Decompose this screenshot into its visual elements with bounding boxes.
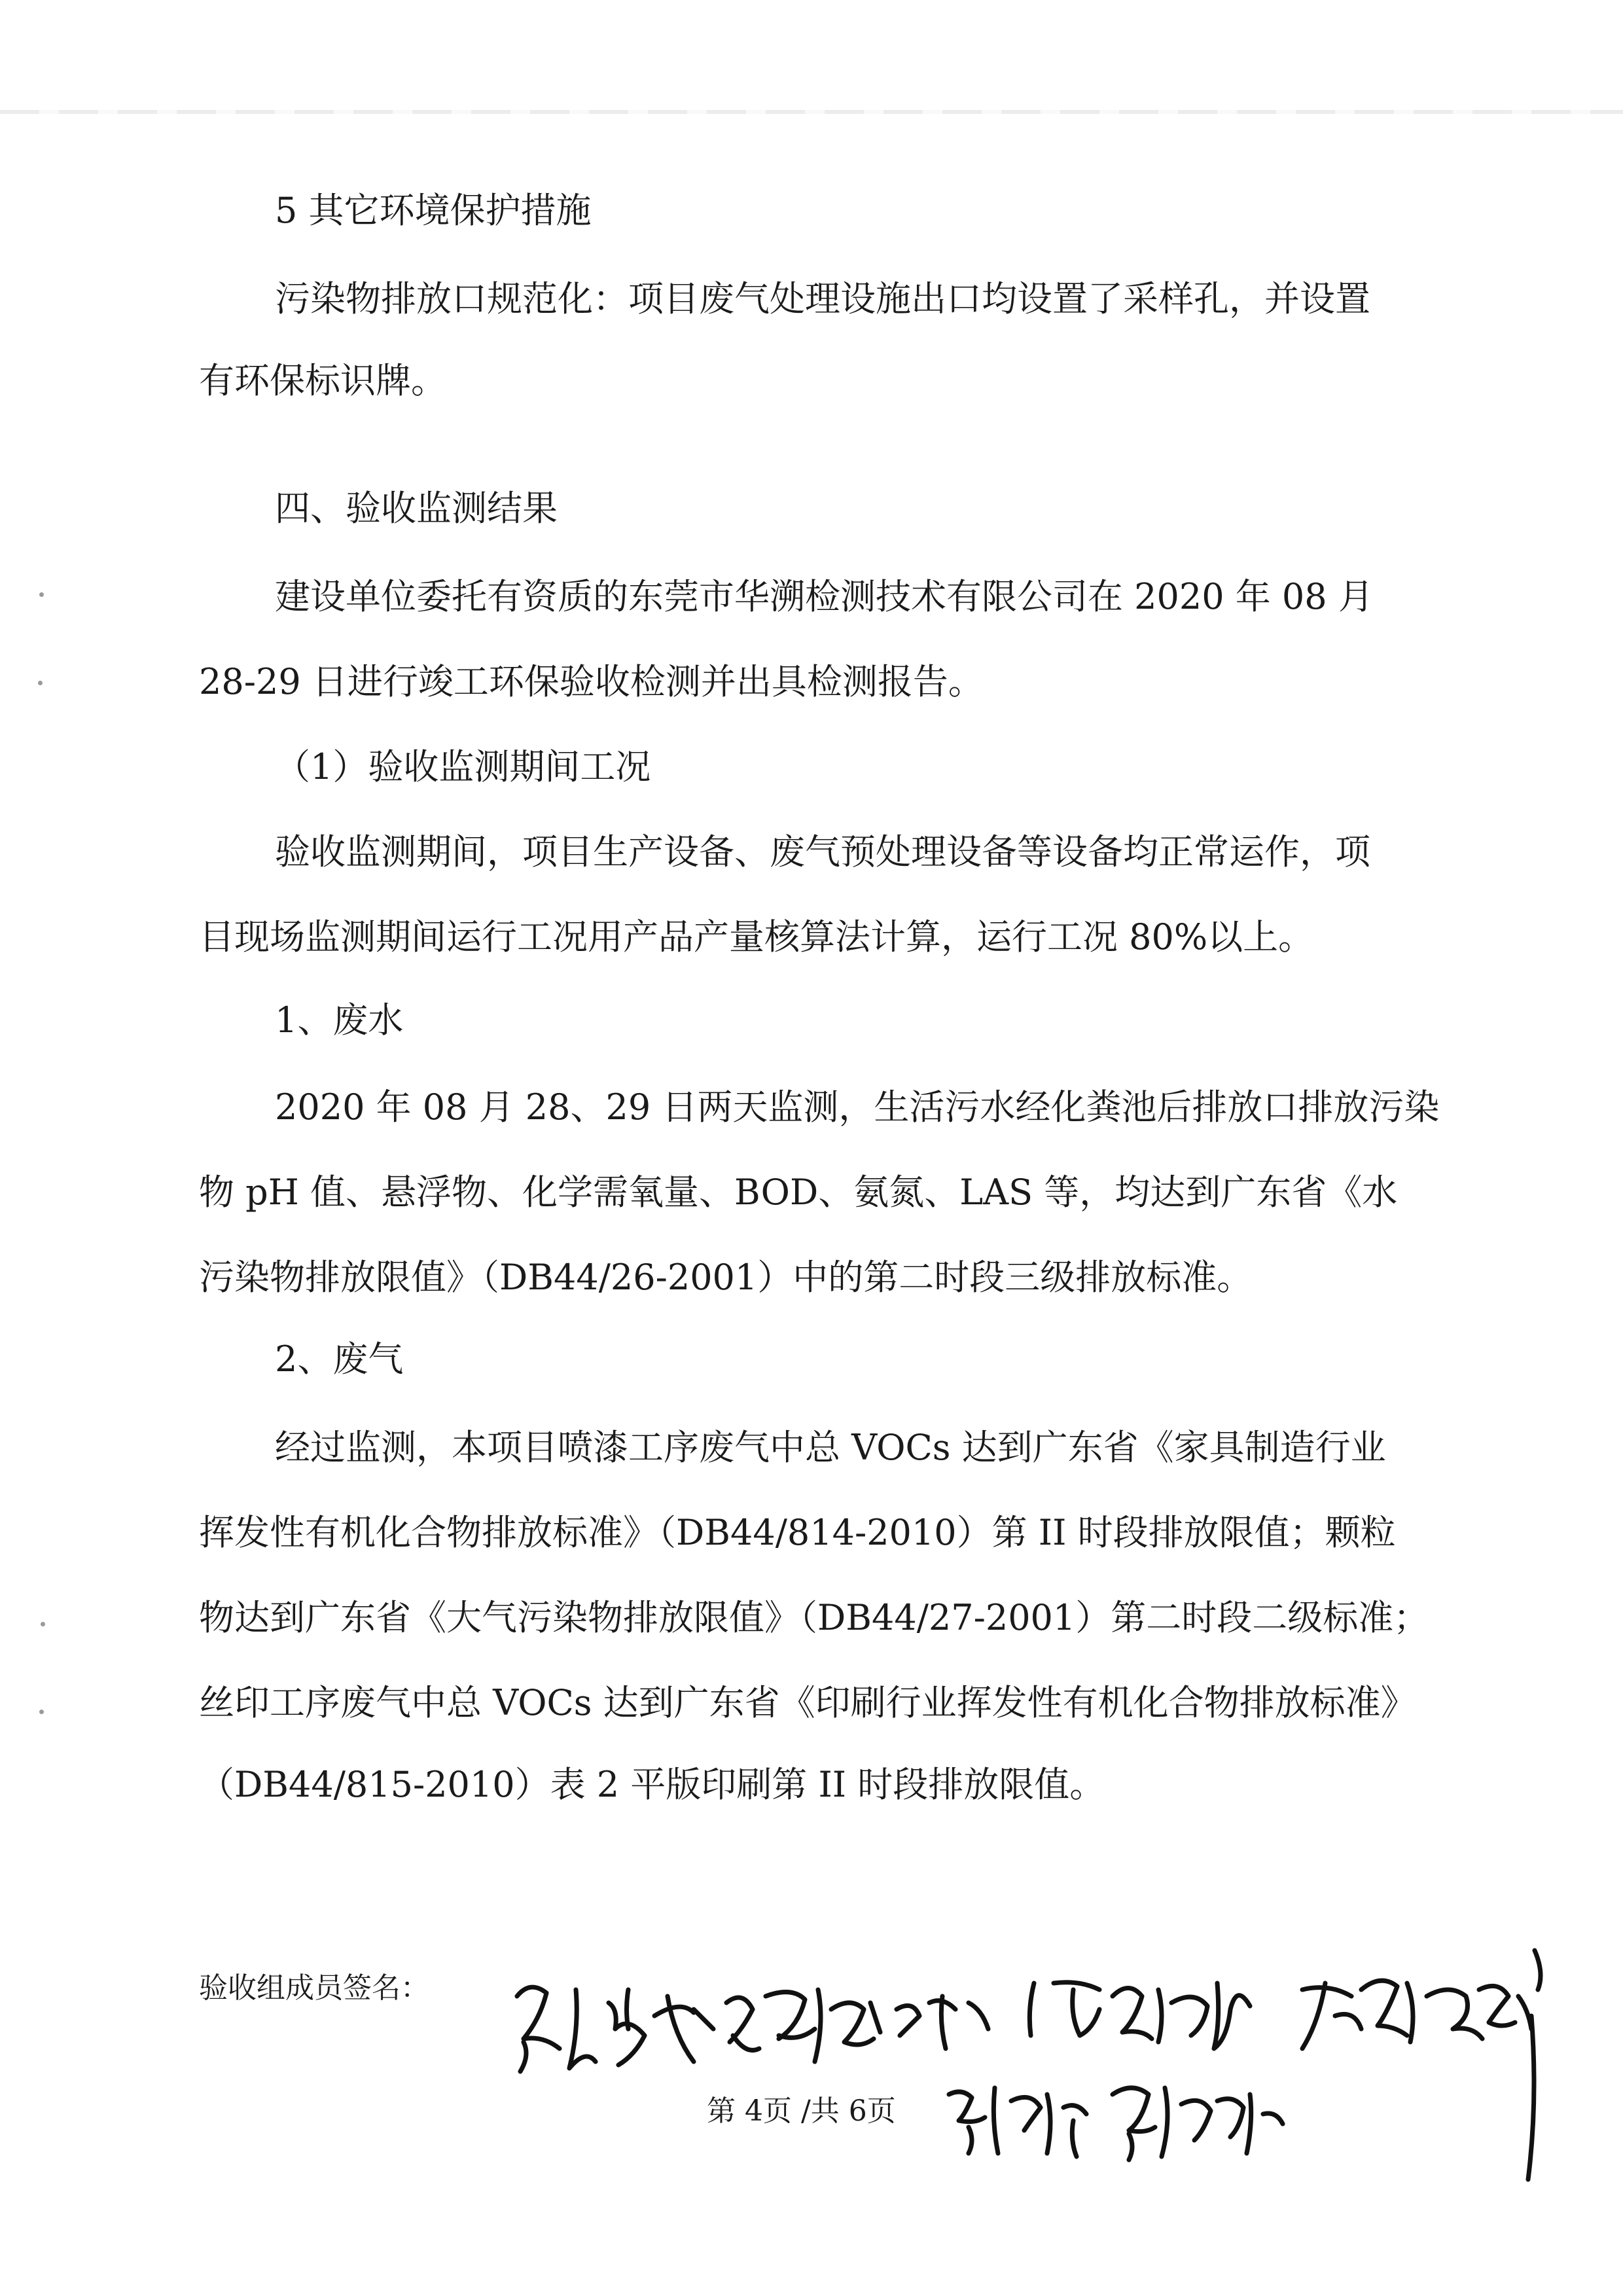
subheading-wastewater: 1、废水 <box>275 999 404 1041</box>
signature-3 <box>1029 1982 1250 2049</box>
paragraph-line: 建设单位委托有资质的东莞市华溯检测技术有限公司在 2020 年 08 月 <box>275 576 1374 617</box>
paragraph-line: 挥发性有机化合物排放标准》（DB44/814-2010）第 II 时段排放限值；颗粒 <box>199 1512 1396 1553</box>
paragraph-line: 目现场监测期间运行工况用产品产量核算法计算，运行工况 80%以上。 <box>199 916 1314 958</box>
scan-speck <box>41 1622 45 1626</box>
subheading-working-conditions: （1）验收监测期间工况 <box>275 746 651 787</box>
paragraph-line: 物 pH 值、悬浮物、化学需氧量、BOD、氨氮、LAS 等，均达到广东省《水 <box>199 1172 1398 1213</box>
signature-6 <box>1113 2088 1283 2160</box>
paragraph-line: 经过监测，本项目喷漆工序废气中总 VOCs 达到广东省《家具制造行业 <box>275 1427 1386 1468</box>
paragraph-line: 物达到广东省《大气污染物排放限值》（DB44/27-2001）第二时段二级标准； <box>199 1597 1429 1638</box>
paragraph-line: 有环保标识牌。 <box>199 360 446 401</box>
paragraph-line: 验收监测期间，项目生产设备、废气预处理设备等设备均正常运作，项 <box>275 831 1370 872</box>
signature-5 <box>949 2088 1086 2157</box>
signature-1 <box>517 1987 713 2072</box>
paragraph-line: 2020 年 08 月 28、29 日两天监测，生活污水经化粪池后排放口排放污染 <box>275 1086 1440 1128</box>
paragraph-line: 污染物排放限值》（DB44/26-2001）中的第二时段三级排放标准。 <box>199 1257 1253 1298</box>
scan-speck <box>39 592 44 597</box>
paragraph-line: （DB44/815-2010）表 2 平版印刷第 II 时段排放限值。 <box>199 1764 1105 1805</box>
section-heading-other-measures: 5 其它环境保护措施 <box>275 190 592 231</box>
paragraph-line: 污染物排放口规范化：项目废气处理设施出口均设置了采样孔，并设置 <box>275 278 1370 319</box>
paragraph-line: 28-29 日进行竣工环保验收检测并出具检测报告。 <box>199 661 984 702</box>
page-footer: 第 4页 /共 6页 <box>707 2094 896 2128</box>
signature-4 <box>1302 1950 1541 2179</box>
scan-edge <box>0 110 1623 114</box>
signature-2 <box>726 1990 988 2062</box>
subheading-exhaust-gas: 2、废气 <box>275 1338 404 1380</box>
signature-label: 验收组成员签名： <box>199 1971 429 2005</box>
scan-speck <box>38 681 43 685</box>
paragraph-line: 丝印工序废气中总 VOCs 达到广东省《印刷行业挥发性有机化合物排放标准》 <box>199 1682 1416 1723</box>
section-heading-monitoring-results: 四、验收监测结果 <box>275 488 558 529</box>
scan-speck <box>39 1710 44 1714</box>
